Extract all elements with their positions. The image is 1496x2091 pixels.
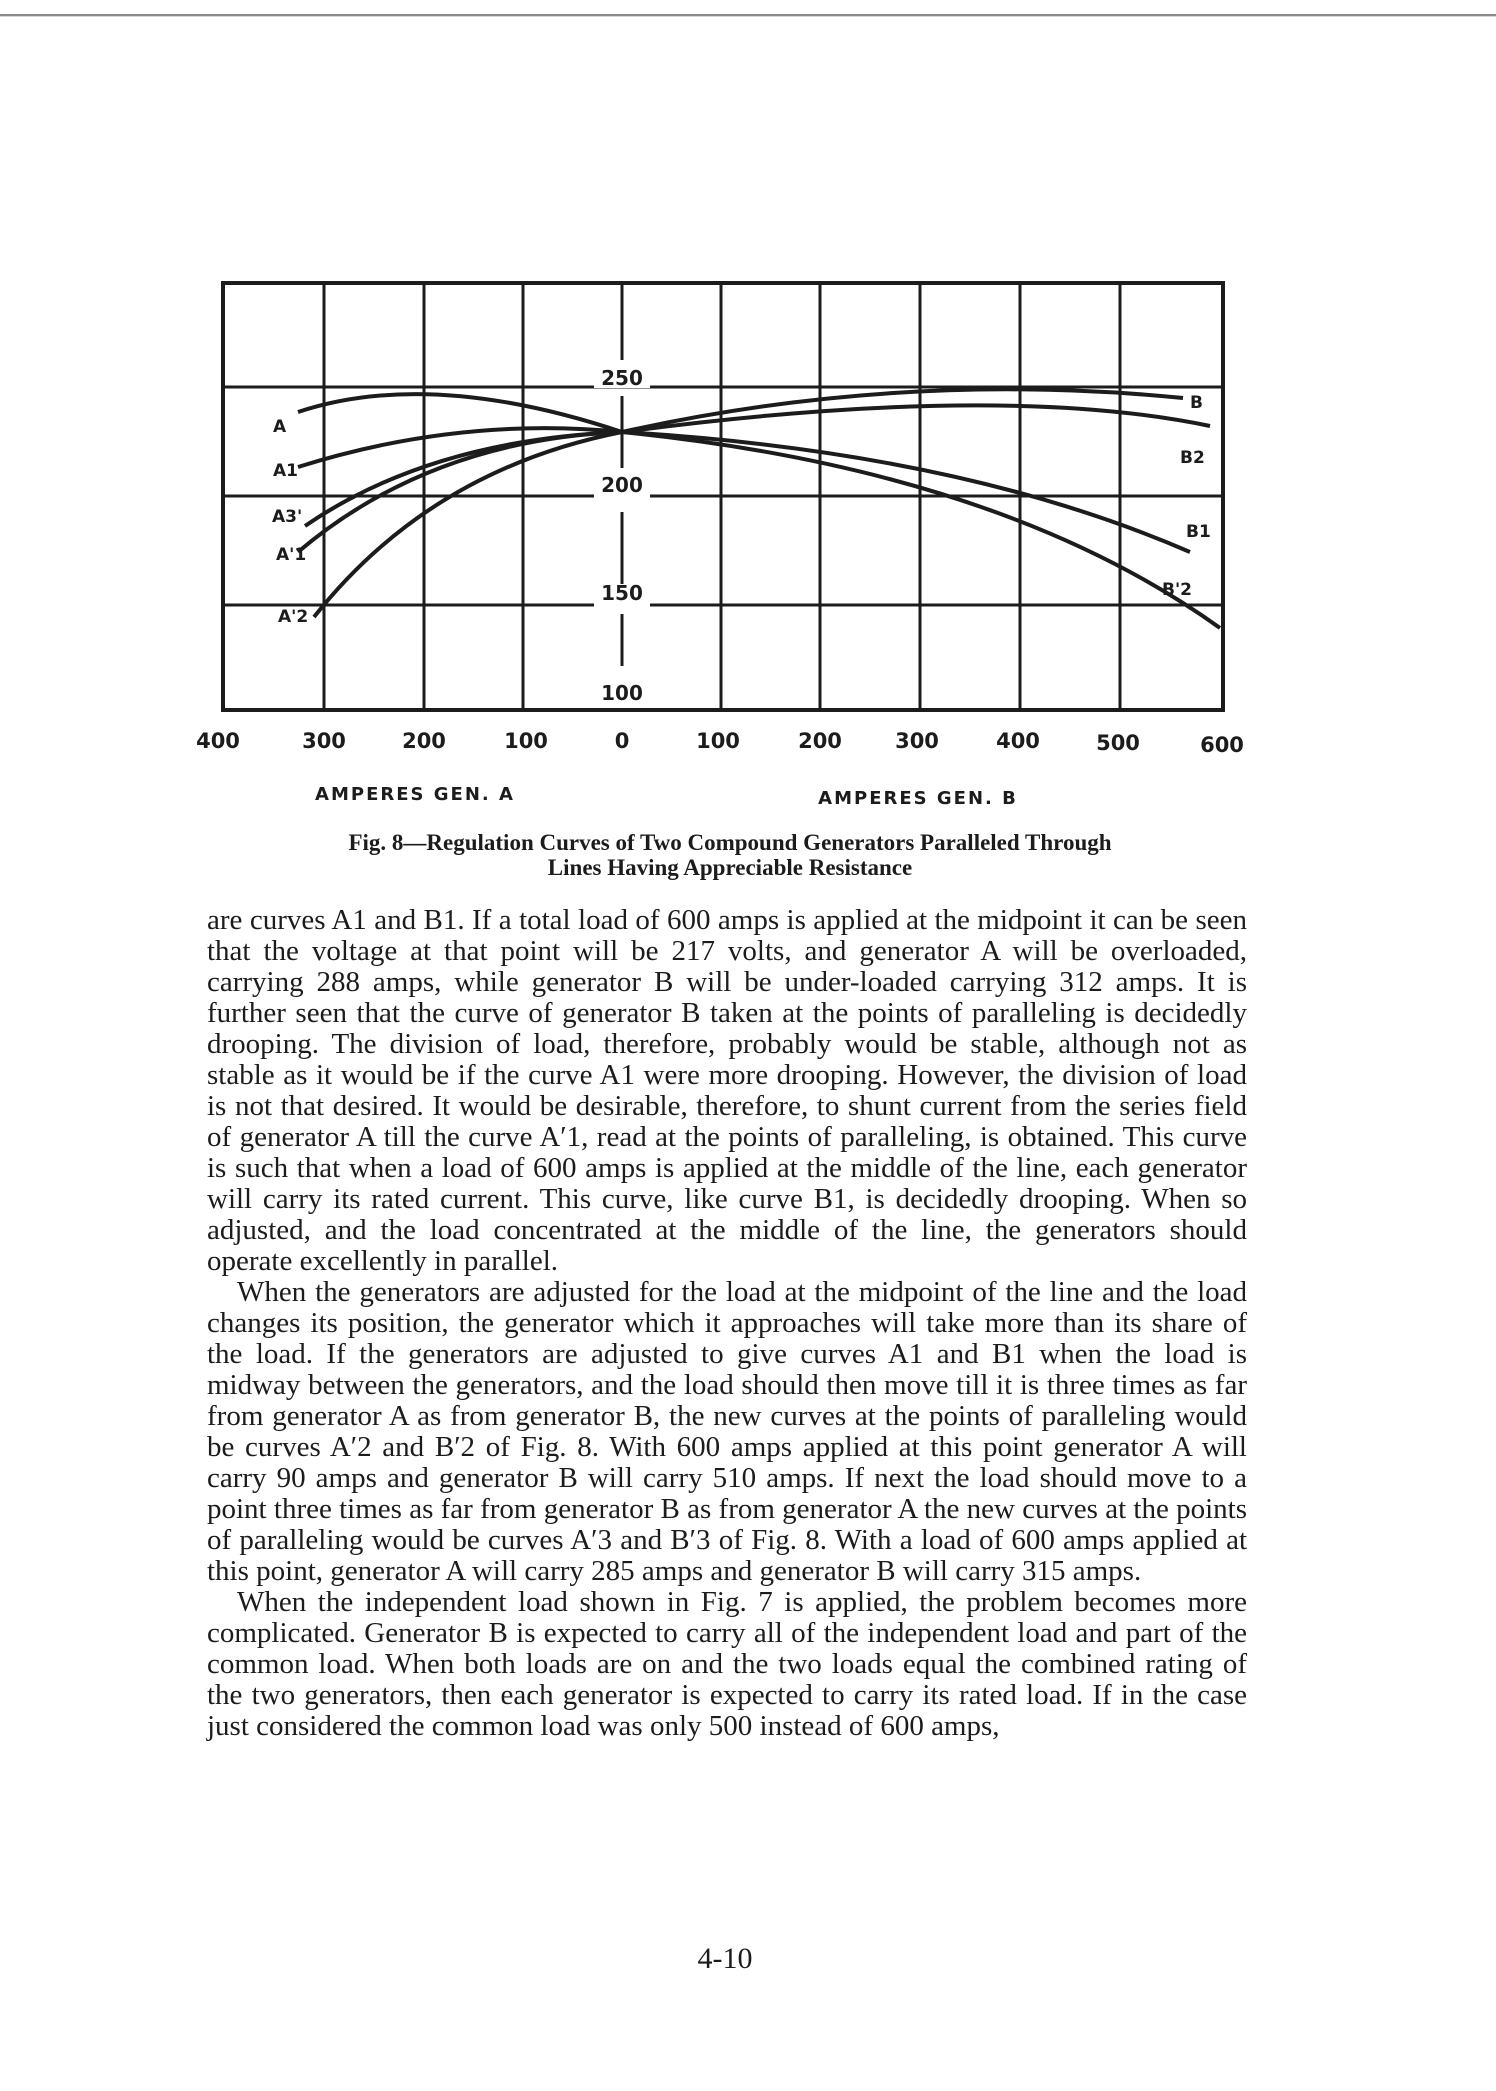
x-tick-gen-b-600: 600 bbox=[1200, 733, 1244, 757]
mid-label-150: 150 bbox=[601, 581, 643, 605]
page-number: 4-10 bbox=[697, 1942, 753, 1975]
paragraph-3: When the independent load shown in Fig. 7 is applied, the problem becomes more complicated. Generator B is expected to carry all of the independent load and part of the common load. When both loads are on and the two loads equal the combined rating of the two generators, then each generator is expected to carry its rated load. If in the case just considered the common load was only 500 instead of 600 amps, bbox=[207, 1586, 1247, 1742]
regulation-curves-figure bbox=[0, 0, 1496, 880]
curve-b1 bbox=[622, 432, 1190, 552]
x-tick-gen-b-500: 500 bbox=[1096, 731, 1140, 755]
x-tick-zero: 0 bbox=[614, 729, 630, 753]
curve-label-a1: A1 bbox=[273, 461, 298, 481]
x-axis-ticks bbox=[196, 729, 1244, 757]
curve-label-b: B bbox=[1190, 393, 1203, 413]
caption-line-1: Fig. 8—Regulation Curves of Two Compound Generators Paralleled Through bbox=[348, 830, 1112, 855]
curve-label-a1p: A'1 bbox=[276, 545, 307, 565]
mid-label-250: 250 bbox=[601, 366, 643, 390]
curve-label-b2: B2 bbox=[1180, 448, 1205, 468]
mid-label-200: 200 bbox=[601, 473, 643, 497]
x-axis-label-gen-a: AMPERES GEN. A bbox=[315, 784, 515, 805]
curve-label-b2p: B'2 bbox=[1162, 580, 1192, 600]
caption-line-2: Lines Having Appreciable Resistance bbox=[547, 855, 913, 880]
x-tick-gen-b-300: 300 bbox=[895, 729, 939, 753]
x-tick-gen-a-200: 200 bbox=[402, 729, 446, 753]
curve-label-a3p: A3' bbox=[272, 507, 303, 527]
paragraph-2: When the generators are adjusted for the load at the midpoint of the line and the load changes its position, the generator which it approaches will take more than its share of the load. If the generators are adjusted to give curves A1 and B1 when the load is midway between the generators, and the load should then move till it is three times as far from generator A as from generator B, the new curves at the points of paralleling would be curves A′2 and B′2 of Fig. 8. With 600 amps applied at this point generator A will carry 90 amps and generator B will carry 510 amps. If next the load should move to a point three times as far from generator B as from generator A the new curves at the points of paralleling would be curves A′3 and B′3 of Fig. 8. With a load of 600 amps applied at this point, generator A will carry 285 amps and generator B will carry 315 amps. bbox=[207, 1276, 1247, 1587]
curve-a bbox=[298, 394, 622, 432]
x-tick-gen-a-400: 400 bbox=[196, 729, 240, 753]
x-tick-gen-b-400: 400 bbox=[996, 729, 1040, 753]
curve-label-a2p: A'2 bbox=[278, 607, 309, 627]
curve-label-b1: B1 bbox=[1186, 522, 1211, 542]
regulation-curves bbox=[298, 389, 1220, 628]
x-tick-gen-b-200: 200 bbox=[798, 729, 842, 753]
figure-caption bbox=[205, 830, 1255, 880]
mid-label-100: 100 bbox=[601, 681, 643, 705]
curve-b2 bbox=[622, 405, 1210, 432]
curve-label-a: A bbox=[273, 417, 287, 437]
x-tick-gen-a-300: 300 bbox=[302, 729, 346, 753]
x-axis-label-gen-b: AMPERES GEN. B bbox=[818, 788, 1018, 809]
x-tick-gen-b-100: 100 bbox=[696, 729, 740, 753]
x-tick-gen-a-100: 100 bbox=[504, 729, 548, 753]
body-text bbox=[207, 905, 1247, 1742]
paragraph-1: are curves A1 and B1. If a total load of 600 amps is applied at the midpoint it can be seen that the voltage at that point will be 217 volts, and generator A will be overloaded, carrying 288 amps, while generator B will be under-loaded carrying 312 amps. It is further seen that the curve of generator B taken at the points of paralleling is decidedly drooping. The division of load, therefore, probably would be stable, although not as stable as it would be if the curve A1 were more drooping. However, the division of load is not that desired. It would be desirable, therefore, to shunt current from the series field of generator A till the curve A′1, read at the points of paralleling, is obtained. This curve is such that when a load of 600 amps is applied at the middle of the line, each generator will carry its rated current. This curve, like curve B1, is decidedly drooping. When so adjusted, and the load concentrated at the middle of the line, the generators should operate excellently in parallel. bbox=[207, 904, 1247, 1277]
